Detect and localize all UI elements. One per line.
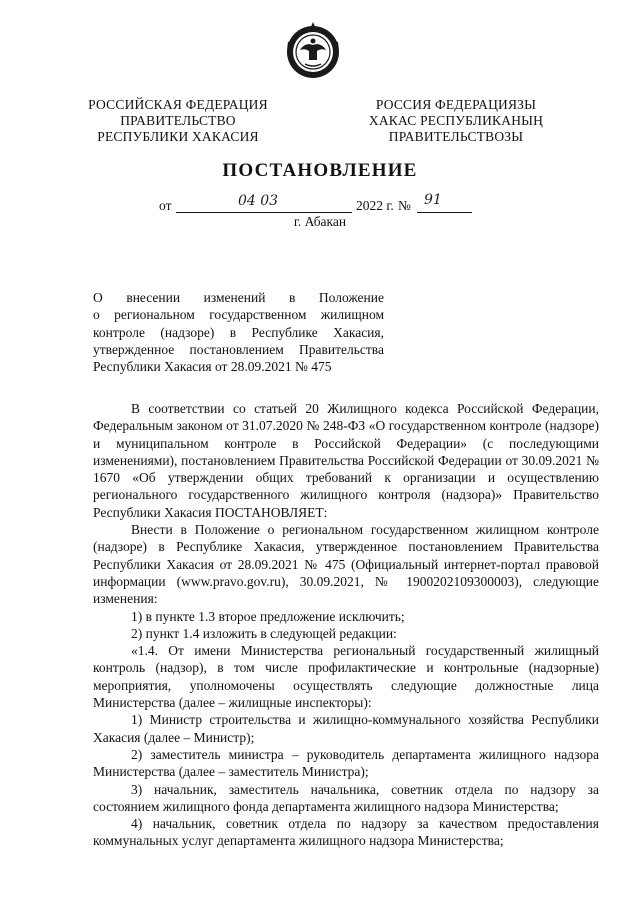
body-text <box>93 400 599 850</box>
body-paragraph-7: 2) заместитель министра – руководитель департамента жилищного надзора Министерства (далее – заместитель Министра); <box>93 746 599 780</box>
number-sign: № <box>398 198 411 213</box>
header-left-line-1: РОССИЙСКАЯ ФЕДЕРАЦИЯ <box>88 97 268 112</box>
date-prefix: от <box>159 198 172 213</box>
subject-line-1: О внесении изменений в Положение <box>93 290 384 305</box>
subject-line-3: контроле (надзоре) в Республике Хакасия, <box>93 324 384 340</box>
coat-of-arms-emblem <box>283 20 343 80</box>
year-text: 2022 г. <box>356 198 394 213</box>
date-number-line <box>0 192 640 216</box>
subject-line-4: утвержденное постановлением Правительства <box>93 341 384 357</box>
body-paragraph-8: 3) начальник, заместитель начальника, советник отдела по надзору за состоянием жилищного фонда департамента жилищного надзора Министерства; <box>93 781 599 814</box>
header-right <box>356 97 556 145</box>
number-handwritten: 91 <box>424 192 442 208</box>
subject-line-5: Республики Хакасия от 28.09.2021 № 475 <box>93 359 332 375</box>
body-paragraph-1: В соответствии со статьей 20 Жилищного кодекса Российской Федерации, Федеральным законом от 31.07.2020 № 248-ФЗ «О государственном контроле (надзоре) и муниципальном контроле в Российской Федерации» (с последующими изменениями), постановлением Правительства Российской Федерации от 30.09.2021 № 1670 «Об утверждении общих требований к организации и осуществлению регионального государственного жилищного контроля (надзора)» Правительство Республики Хакасия ПОСТАНОВЛЯЕТ: <box>93 401 599 520</box>
subject-line-2: о региональном государственном жилищном <box>93 307 384 323</box>
body-paragraph-3: 1) в пункте 1.3 второе предложение исключить; <box>131 608 405 624</box>
body-paragraph-5: «1.4. От имени Министерства региональный государственный жилищный контроль (надзор), в том числе профилактические и контрольные (надзорные) мероприятия, уполномочены осуществлять следующие должностные лица Министерства (далее – жилищные инспекторы): <box>93 643 599 711</box>
body-paragraph-9: 4) начальник, советник отдела по надзору за качеством предоставления коммунальных услуг департамента жилищного надзора Министерства; <box>93 816 599 849</box>
header-left <box>78 97 278 145</box>
header-right-line-2: ХАКАС РЕСПУБЛИКАНЫҢ <box>368 113 544 128</box>
body-paragraph-6: 1) Министр строительства и жилищно-коммунального хозяйства Республики Хакасия (далее – Министр); <box>93 712 599 745</box>
date-handwritten: 04 03 <box>238 193 279 209</box>
document-title: ПОСТАНОВЛЕНИЕ <box>222 160 418 181</box>
header-right-line-1: РОССИЯ ФЕДЕРАЦИЯЗЫ <box>375 97 537 112</box>
body-paragraph-4: 2) пункт 1.4 изложить в следующей редакции: <box>131 625 397 641</box>
subject-block <box>93 289 384 375</box>
city-name: г. Абакан <box>293 214 347 229</box>
header-right-line-3: ПРАВИТЕЛЬСТВОЗЫ <box>388 129 524 144</box>
body-paragraph-2: Внести в Положение о региональном государственном жилищном контроле (надзоре) в Республике Хакасия, утвержденное постановлением Правительства Республики Хакасия от 28.09.2021 № 475 (Официальный интернет-портал правовой информации (www.pravo.gov.ru), 30.09.2021, № 1900202109300003), следующие изменения: <box>93 522 599 607</box>
header-left-line-3: РЕСПУБЛИКИ ХАКАСИЯ <box>97 129 259 144</box>
header-left-line-2: ПРАВИТЕЛЬСТВО <box>120 113 236 128</box>
